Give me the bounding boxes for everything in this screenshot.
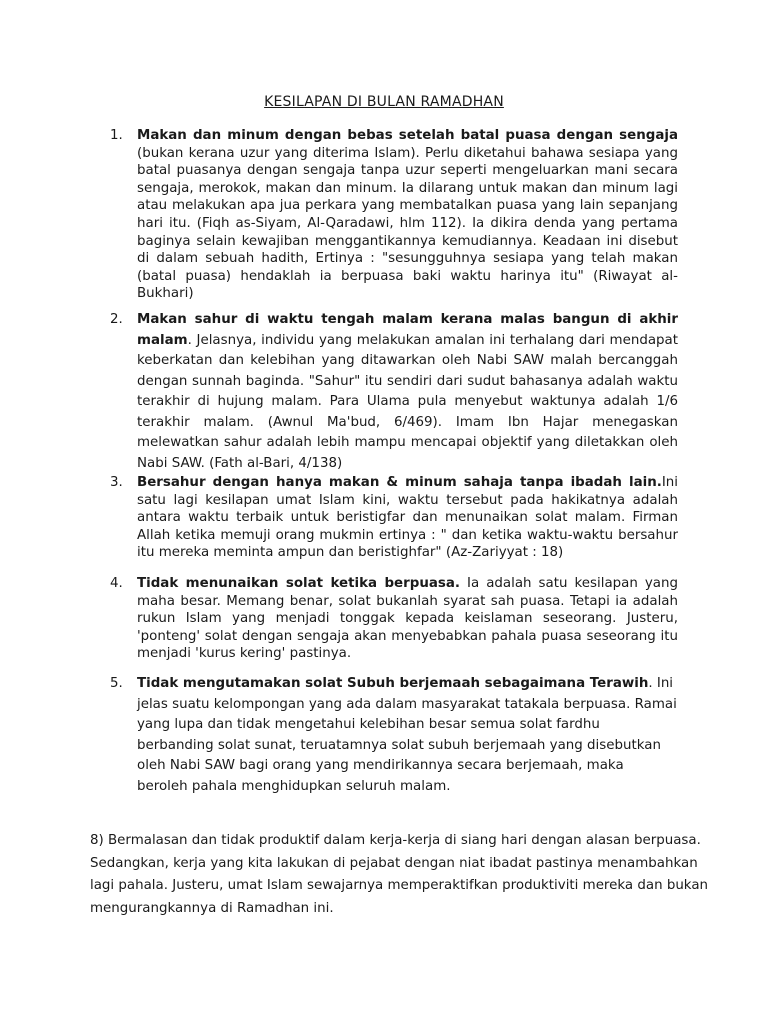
list-item-text: . Jelasnya, individu yang melakukan amalan ini terhalang dari mendapat keberkatan dan kelebihan yang ditawarkan oleh Nabi SAW malah bercanggah dengan sunnah baginda. "Sahur" itu sendiri dari sudut bahasanya adalah waktu terakhir di hujung malam. Para Ulama pula menyebut waktunya adalah 1/6 terakhir malam. (Awnul Ma'bud, 6/469). Imam Ibn Hajar menegaskan melewatkan sahur adalah lebih mampu mencapai objektif yang diletakkan oleh Nabi SAW. (Fath al-Bari, 4/138) [137,332,678,471]
list-item-number: 5. [110,676,123,691]
list-item-heading: Tidak menunaikan solat ketika berpuasa. [137,576,460,591]
list-item-text: (bukan kerana uzur yang diterima Islam). Perlu diketahui bahawa sesiapa yang batal puasanya dengan sengaja tanpa uzur seperti mengeluarkan mani secara sengaja, merokok, makan dan minum. Ia dilarang untuk makan dan minum lagi atau melakukan apa jua perkara yang membatalkan puasa yang lain sepanjang hari itu. (Fiqh as-Siyam, Al-Qaradawi, hlm 112). Ia dikira denda yang pertama baginya selain kewajiban menggantikannya kemudiannya. Keadaan ini disebut di dalam sebuah hadith, Ertinya : "sesungguhnya sesiapa yang telah makan (batal puasa) hendaklah ia berpuasa baki waktu harinya itu" (Riwayat al-Bukhari) [137,145,678,302]
list-item-number: 1. [110,128,123,143]
list-item-1 [110,127,678,303]
list-item-number: 3. [110,475,123,490]
list-item-heading: Makan dan minum dengan bebas setelah batal puasa dengan sengaja [137,128,678,143]
document-title: KESILAPAN DI BULAN RAMADHAN [264,94,504,110]
list-item-4 [110,575,678,663]
list-item-text: Ia adalah satu kesilapan yang maha besar. Memang benar, solat bukanlah syarat sah puasa. Tetapi ia adalah rukun Islam yang menjadi tonggak kepada keislaman seseorang. Justeru, 'ponteng' solat dengan sengaja akan menyebabkan pahala puasa seseorang itu menjadi 'kurus kering' pastinya. [137,576,678,662]
list-item-text: . Ini jelas suatu kelompongan yang ada dalam masyarakat tatakala berpuasa. Ramai yang lupa dan tidak mengetahui kelebihan besar semua solat fardhu berbanding solat sunat, teruatamnya solat subuh berjemaah yang disebutkan oleh Nabi SAW bagi orang yang mendirikannya secara berjemaah, maka beroleh pahala menghidupkan seluruh malam. [137,676,677,794]
list-item-body [137,575,678,663]
paragraph-8: 8) Bermalasan dan tidak produktif dalam kerja-kerja di siang hari dengan alasan berpuasa. Sedangkan, kerja yang kita lakukan di pejabat dengan niat ibadat pastinya menambahkan lagi pahala. Justeru, umat Islam sewajarnya memperaktifkan produktiviti mereka dan bukan mengurangkannya di Ramadhan ini. [90,833,709,916]
list-item-body [137,310,678,474]
list-item-heading: Bersahur dengan hanya makan & minum sahaja tanpa ibadah lain. [137,475,662,490]
list-item-heading: Makan sahur di waktu tengah malam kerana malas bangun di akhir malam [137,312,678,348]
list-item-2 [110,310,678,474]
list-item-number: 2. [110,312,123,327]
list-item-body [137,674,678,797]
list-item-text: Ini satu lagi kesilapan umat Islam kini, waktu tersebut pada hakikatnya adalah antara waktu terbaik untuk beristigfar dan menunaikan solat malam. Firman Allah ketika memuji orang mukmin ertinya : " dan ketika waktu-waktu bersahur itu mereka meminta ampun dan beristighfar" (Az-Zariyyat : 18) [137,475,678,561]
list-item-heading: Tidak mengutamakan solat Subuh berjemaah sebagaimana Terawih [137,676,649,691]
list-item-5 [110,674,678,797]
list-item-body [137,474,678,562]
list-item-body [137,127,678,303]
list-item-number: 4. [110,576,123,591]
list-item-3 [110,474,678,562]
